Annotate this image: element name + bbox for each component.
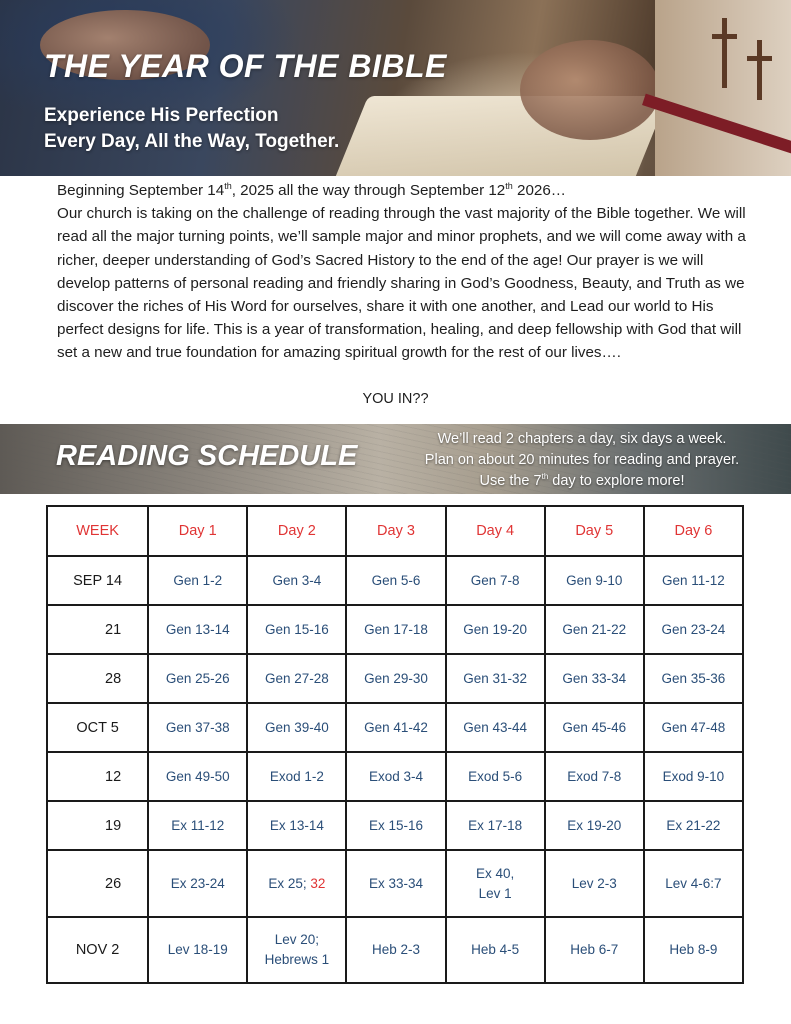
reading-cell: Ex 23-24 [148, 850, 247, 917]
reading-cell [247, 850, 346, 917]
reading-cell: Gen 21-22 [545, 605, 644, 654]
schedule-banner [0, 424, 791, 494]
intro-date-start: Beginning September 14 [57, 182, 225, 199]
column-header-day4: Day 4 [446, 506, 545, 556]
intro-year: 2026… [512, 182, 566, 199]
reading-cell: Gen 7-8 [446, 556, 545, 605]
reading-cell: Gen 29-30 [346, 654, 445, 703]
reading-cell: Gen 33-34 [545, 654, 644, 703]
reading-cell: Ex 21-22 [644, 801, 743, 850]
cross-icon [722, 18, 727, 88]
reading-text: Ex 40, [475, 865, 515, 881]
week-cell: 28 [47, 654, 148, 703]
reading-cell: Gen 19-20 [446, 605, 545, 654]
reading-cell [446, 850, 545, 917]
superscript: th [541, 472, 549, 482]
reading-cell: Gen 13-14 [148, 605, 247, 654]
reading-text: Ex 25; [268, 875, 311, 891]
note-text: Use the 7 [479, 473, 542, 489]
reading-cell: Gen 31-32 [446, 654, 545, 703]
reading-cell: Ex 11-12 [148, 801, 247, 850]
reading-cell: Ex 17-18 [446, 801, 545, 850]
reading-cell: Gen 45-46 [545, 703, 644, 752]
reading-cell: Ex 33-34 [346, 850, 445, 917]
week-cell: OCT 5 [47, 703, 148, 752]
reading-cell: Exod 1-2 [247, 752, 346, 801]
week-cell: 12 [47, 752, 148, 801]
intro-date-end: , 2025 all the way through September 12 [231, 182, 506, 199]
schedule-title: READING SCHEDULE [56, 440, 358, 472]
schedule-note-line3 [385, 471, 779, 492]
reading-cell [247, 917, 346, 983]
table-row [47, 917, 743, 983]
reading-text: Lev 20; [274, 932, 319, 947]
reading-cell: Gen 11-12 [644, 556, 743, 605]
reading-cell: Gen 43-44 [446, 703, 545, 752]
hero-subtitle-line2: Every Day, All the Way, Together. [44, 131, 340, 152]
intro-text [57, 179, 747, 365]
reading-cell: Gen 15-16 [247, 605, 346, 654]
table-row [47, 605, 743, 654]
reading-cell: Gen 17-18 [346, 605, 445, 654]
table-row [47, 556, 743, 605]
reading-cell: Gen 35-36 [644, 654, 743, 703]
reading-cell: Gen 49-50 [148, 752, 247, 801]
hero-banner [0, 0, 791, 176]
reading-cell: Gen 47-48 [644, 703, 743, 752]
reading-cell: Ex 13-14 [247, 801, 346, 850]
reading-cell: Heb 6-7 [545, 917, 644, 983]
reading-cell: Exod 5-6 [446, 752, 545, 801]
schedule-note [385, 429, 779, 492]
column-header-day5: Day 5 [545, 506, 644, 556]
reading-cell: Gen 27-28 [247, 654, 346, 703]
cross-icon [757, 40, 762, 100]
superscript: th [505, 180, 513, 191]
table-row [47, 752, 743, 801]
reading-cell: Exod 9-10 [644, 752, 743, 801]
reading-cell: Heb 4-5 [446, 917, 545, 983]
note-text: day to explore more! [548, 473, 685, 489]
table-row [47, 703, 743, 752]
table-row [47, 801, 743, 850]
reading-cell: Lev 4-6:7 [644, 850, 743, 917]
column-header-week: WEEK [47, 506, 148, 556]
reading-text: Hebrews 1 [264, 952, 330, 967]
column-header-day3: Day 3 [346, 506, 445, 556]
reading-cell: Gen 9-10 [545, 556, 644, 605]
hand-image [520, 40, 660, 140]
column-header-day2: Day 2 [247, 506, 346, 556]
intro-dates [57, 179, 747, 202]
week-cell: 19 [47, 801, 148, 850]
reading-cell: Heb 2-3 [346, 917, 445, 983]
table-row [47, 654, 743, 703]
schedule-note-line2: Plan on about 20 minutes for reading and prayer. [424, 452, 740, 468]
table-row [47, 850, 743, 917]
reading-cell: Exod 3-4 [346, 752, 445, 801]
reading-cell: Gen 1-2 [148, 556, 247, 605]
reading-cell: Ex 19-20 [545, 801, 644, 850]
reading-cell: Lev 2-3 [545, 850, 644, 917]
reading-schedule-table [46, 505, 744, 984]
reading-text-highlight: 32 [310, 875, 326, 891]
reading-cell: Ex 15-16 [346, 801, 445, 850]
reading-cell: Lev 18-19 [148, 917, 247, 983]
column-header-day6: Day 6 [644, 506, 743, 556]
intro-closing: YOU IN?? [362, 391, 429, 407]
reading-cell: Gen 23-24 [644, 605, 743, 654]
week-cell: SEP 14 [47, 556, 148, 605]
reading-cell: Gen 39-40 [247, 703, 346, 752]
week-cell: NOV 2 [47, 917, 148, 983]
reading-cell: Heb 8-9 [644, 917, 743, 983]
reading-text: Lev 1 [478, 885, 512, 901]
hero-subtitle-line1: Experience His Perfection [44, 105, 279, 126]
superscript: th [224, 180, 232, 191]
reading-cell: Gen 3-4 [247, 556, 346, 605]
reading-cell: Gen 41-42 [346, 703, 445, 752]
reading-cell: Gen 37-38 [148, 703, 247, 752]
week-cell: 26 [47, 850, 148, 917]
reading-cell: Exod 7-8 [545, 752, 644, 801]
reading-cell: Gen 5-6 [346, 556, 445, 605]
column-header-day1: Day 1 [148, 506, 247, 556]
schedule-note-line1: We’ll read 2 chapters a day, six days a week. [437, 431, 727, 447]
hero-subtitle [44, 103, 339, 155]
page-title: THE YEAR OF THE BIBLE [44, 48, 447, 84]
reading-cell: Gen 25-26 [148, 654, 247, 703]
intro-body: Our church is taking on the challenge of reading through the vast majority of the Bible together. We will read all the major turning points, we’ll sample major and minor prophets, and we will come away with a richer, deeper understanding of God’s Sacred History to the end of the age! Our prayer is we will develop patterns of personal reading and friendly sharing in God’s Goodness, Beauty, and Truth as we discover the riches of His Word for ourselves, share it with one another, and Lead our world to His perfect designs for life. This is a year of transformation, healing, and deep fellowship with God that will set a new and true foundation for amazing spiritual growth for the rest of our lives…. [57, 205, 746, 362]
table-header-row [47, 506, 743, 556]
week-cell: 21 [47, 605, 148, 654]
